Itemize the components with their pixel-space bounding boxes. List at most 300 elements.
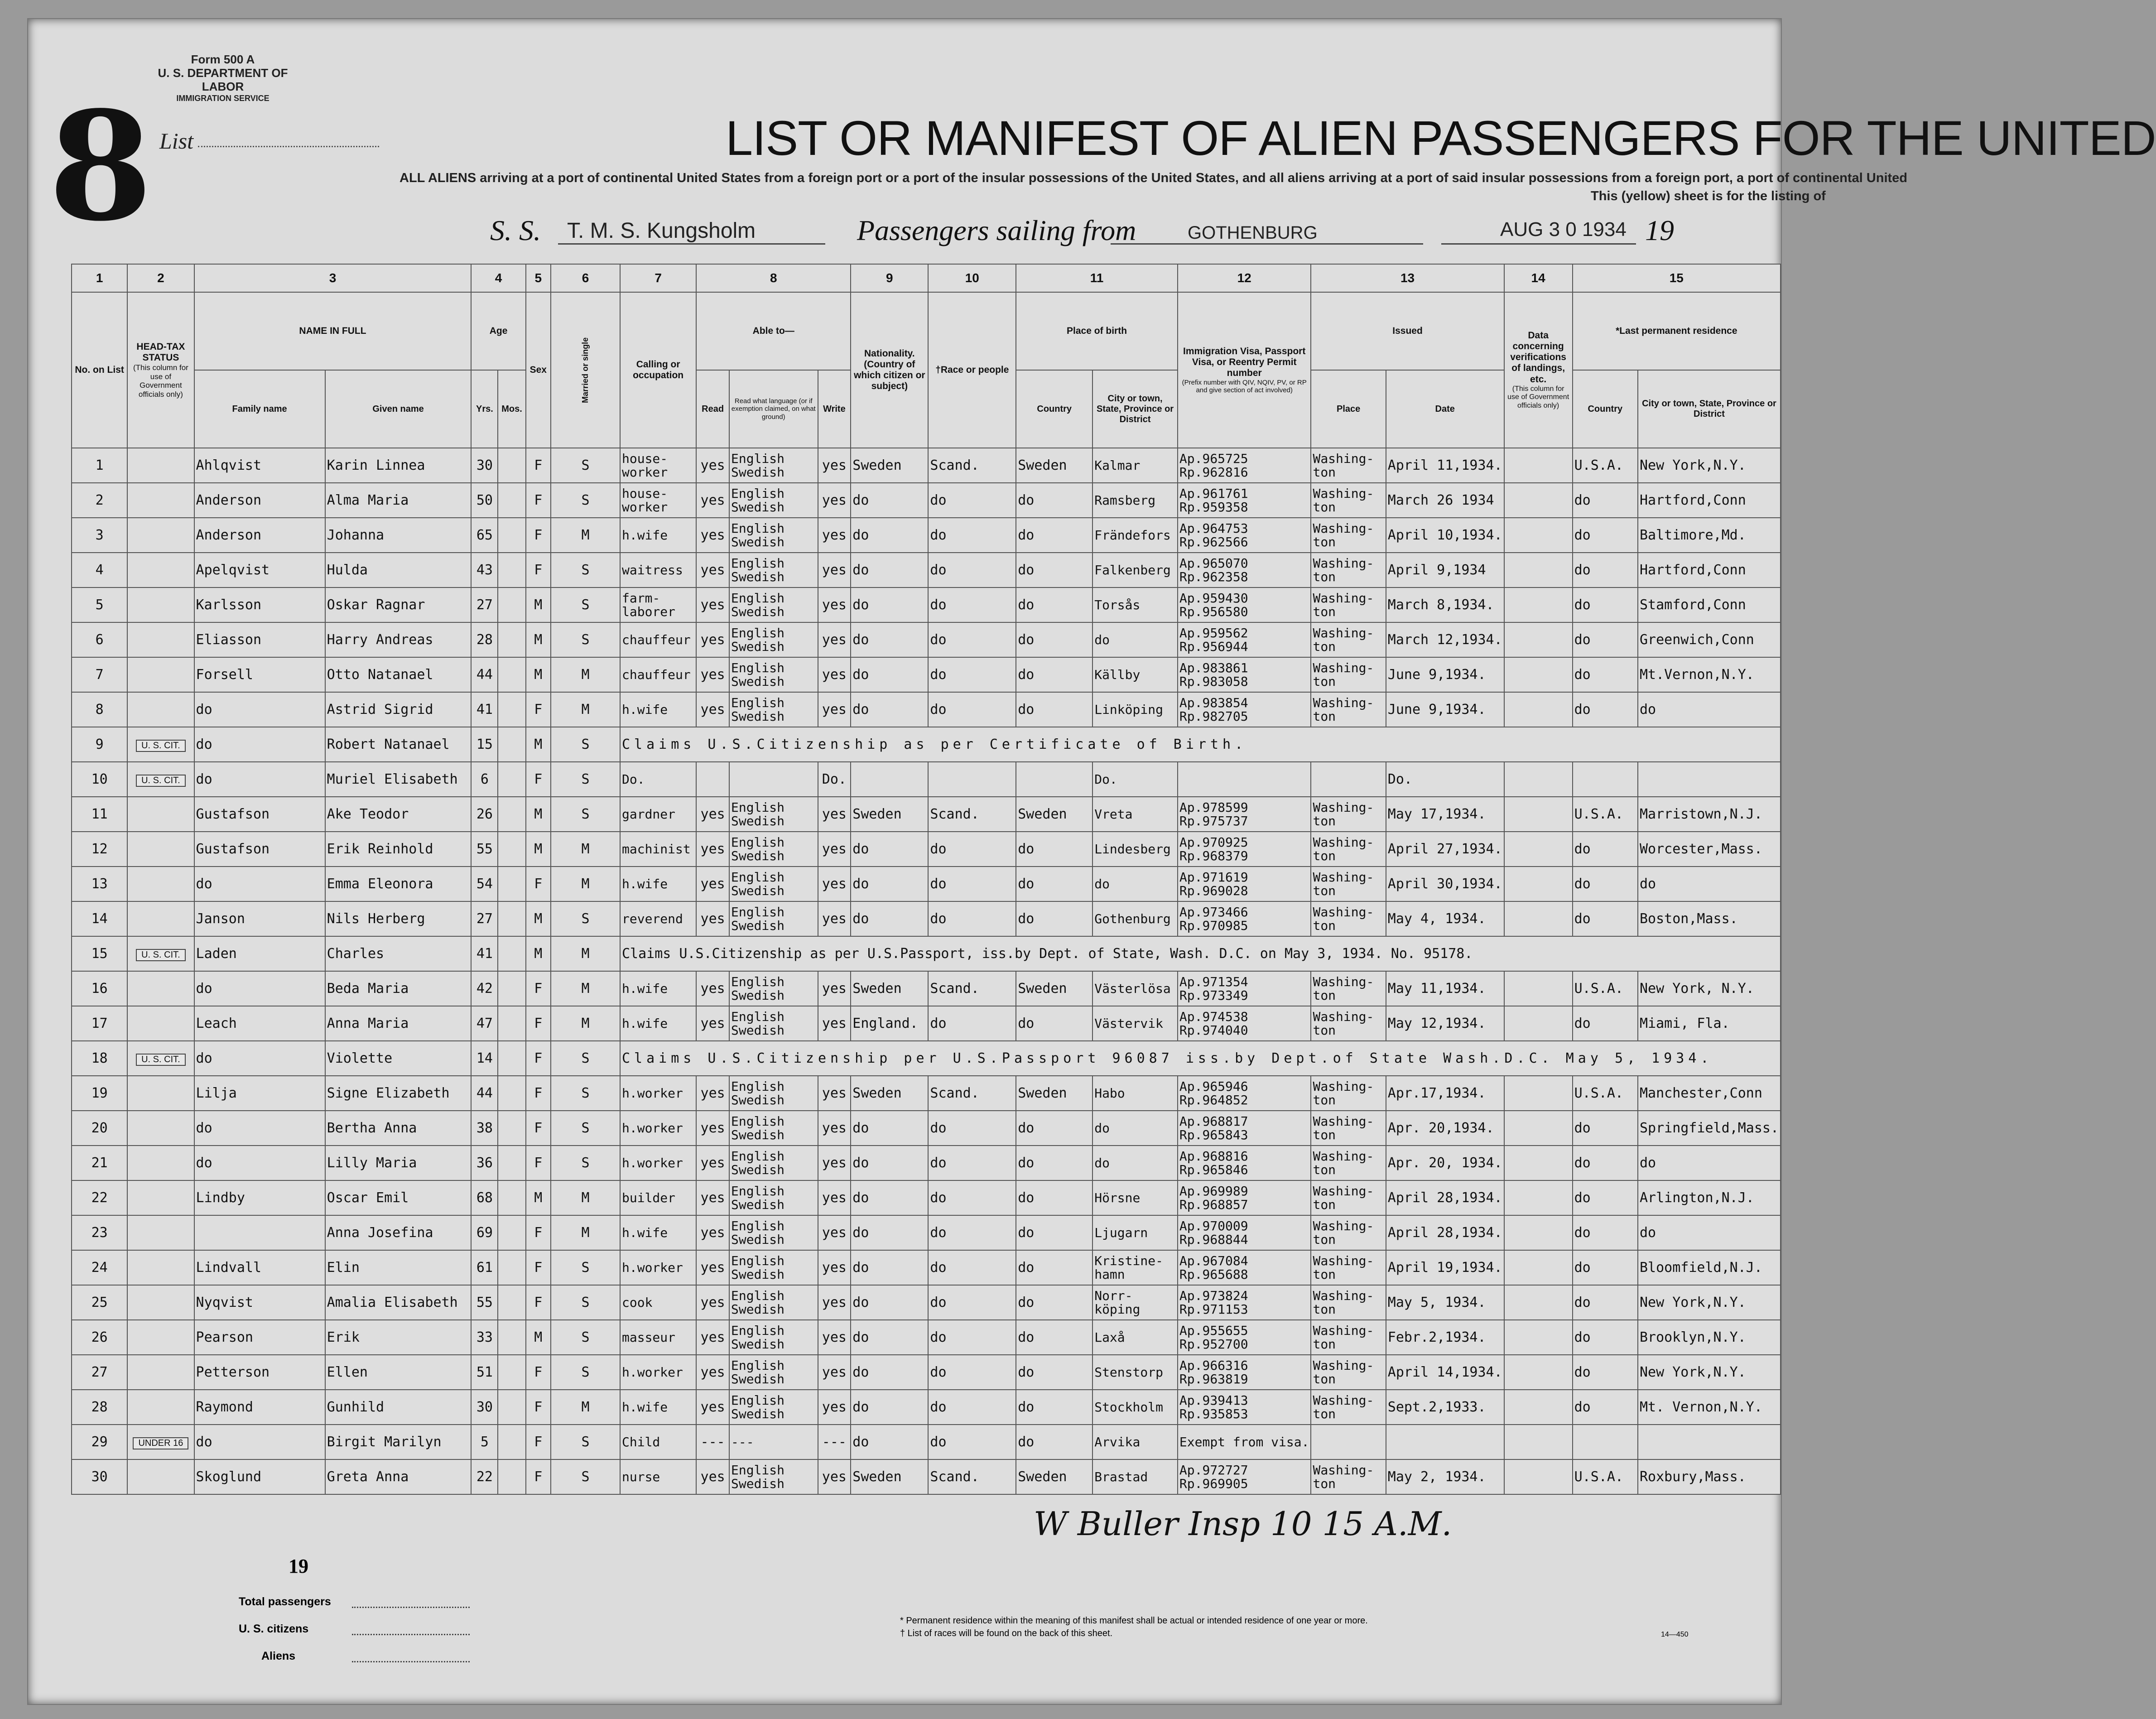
residence-country: do: [1573, 657, 1638, 692]
marital-status: S: [551, 901, 620, 936]
birth-country: do: [1016, 622, 1092, 657]
given-name: Harry Andreas: [325, 622, 472, 657]
name-header: NAME IN FULL: [194, 292, 472, 370]
residence-country: do: [1573, 1146, 1638, 1180]
given-name: Amalia Elisabeth: [325, 1285, 472, 1320]
given-name: Oskar Ragnar: [325, 587, 472, 622]
marital-status: M: [551, 832, 620, 867]
read-language: English Swedish: [729, 448, 818, 483]
age-years: 69: [471, 1215, 498, 1250]
race: do: [928, 1390, 1016, 1425]
age-months: [498, 1146, 525, 1180]
family-name: Anderson: [194, 518, 325, 553]
head-tax-cell: [127, 448, 194, 483]
read-language: English Swedish: [729, 901, 818, 936]
race: [928, 762, 1016, 797]
passenger-row: [72, 1285, 1781, 1320]
can-read: yes: [696, 553, 729, 587]
issued-place: [1311, 762, 1386, 797]
verification: [1504, 587, 1573, 622]
residence-city: Arlington,N.J.: [1638, 1180, 1781, 1215]
read-language: English Swedish: [729, 1250, 818, 1285]
can-write: yes: [818, 1215, 851, 1250]
read-language: English Swedish: [729, 483, 818, 518]
residence-country: U.S.A.: [1573, 971, 1638, 1006]
verification: [1504, 1215, 1573, 1250]
col-num: 8: [696, 264, 851, 292]
age-years: 54: [471, 867, 498, 901]
issued-date: April 30,1934.: [1386, 867, 1504, 901]
manifest-table: [71, 264, 1781, 1495]
age-months: [498, 936, 525, 971]
passenger-row: [72, 727, 1781, 762]
visa-number: Ap.967084 Rp.965688: [1178, 1250, 1311, 1285]
birth-country: do: [1016, 692, 1092, 727]
passenger-row: [72, 762, 1781, 797]
head-tax-cell: [127, 1425, 194, 1459]
visa-header: [1178, 292, 1311, 448]
head-tax-cell: [127, 1355, 194, 1390]
issued-place: Washing- ton: [1311, 1180, 1386, 1215]
marital-status: S: [551, 448, 620, 483]
row-number: 5: [72, 587, 127, 622]
occupation: cook: [620, 1285, 696, 1320]
age-months: [498, 692, 525, 727]
family-name: Janson: [194, 901, 325, 936]
can-write: yes: [818, 1111, 851, 1146]
nationality: do: [851, 1425, 928, 1459]
birth-city: Källby: [1092, 657, 1178, 692]
can-write: yes: [818, 1076, 851, 1111]
sex: M: [526, 797, 551, 832]
visa-number: Ap.966316 Rp.963819: [1178, 1355, 1311, 1390]
passenger-row: [72, 971, 1781, 1006]
family-name: Forsell: [194, 657, 325, 692]
age-years: 41: [471, 692, 498, 727]
can-read: yes: [696, 692, 729, 727]
marital-status: S: [551, 1320, 620, 1355]
port-name: GOTHENBURG: [1188, 223, 1318, 243]
family-name: do: [194, 1041, 325, 1076]
marital-status: M: [551, 518, 620, 553]
form-code: 14—450: [1661, 1631, 1689, 1638]
birth-city: do: [1092, 867, 1178, 901]
row-number: 30: [72, 1459, 127, 1494]
can-write: yes: [818, 657, 851, 692]
marital-status: S: [551, 762, 620, 797]
row-number: 9: [72, 727, 127, 762]
family-name: do: [194, 1146, 325, 1180]
visa-number: Ap.971354 Rp.973349: [1178, 971, 1311, 1006]
age-months: [498, 1180, 525, 1215]
can-write: yes: [818, 867, 851, 901]
read-language: English Swedish: [729, 657, 818, 692]
marital-status: S: [551, 1425, 620, 1459]
passenger-row: [72, 1250, 1781, 1285]
birth-country: do: [1016, 1390, 1092, 1425]
occupation: reverend: [620, 901, 696, 936]
race: do: [928, 901, 1016, 936]
head-tax-cell: [127, 1006, 194, 1041]
issued-date: March 8,1934.: [1386, 587, 1504, 622]
residence-city: Marristown,N.J.: [1638, 797, 1781, 832]
family-name-header: Family name: [194, 370, 325, 448]
subtitle-1: ALL ALIENS arriving at a port of continental United States from a foreign port or a port of the insular possessions of the United States, and all aliens arriving at a port of said insular possessions from a foreign port, a port of continental United: [399, 171, 1907, 185]
head-tax-cell: [127, 1320, 194, 1355]
residence-city: New York, N.Y.: [1638, 971, 1781, 1006]
head-tax-stamp: U. S. CIT.: [136, 740, 186, 752]
race: do: [928, 587, 1016, 622]
family-name: do: [194, 1425, 325, 1459]
head-tax-header: [127, 292, 194, 448]
issued-place: Washing- ton: [1311, 1459, 1386, 1494]
residence-country: do: [1573, 1111, 1638, 1146]
form-header: [28, 19, 2156, 255]
family-name: do: [194, 867, 325, 901]
occupation: h.worker: [620, 1146, 696, 1180]
birth-city: Laxå: [1092, 1320, 1178, 1355]
issued-date: April 10,1934.: [1386, 518, 1504, 553]
given-name: Hulda: [325, 553, 472, 587]
can-read: yes: [696, 1180, 729, 1215]
mos-header: Mos.: [498, 370, 525, 448]
head-tax-cell: [127, 1285, 194, 1320]
read-language: English Swedish: [729, 1390, 818, 1425]
age-years: 5: [471, 1425, 498, 1459]
given-name: Birgit Marilyn: [325, 1425, 472, 1459]
age-months: [498, 971, 525, 1006]
citizenship-claim: Claims U.S.Citizenship as per U.S.Passport, iss.by Dept. of State, Wash. D.C. on May 3, 1934. No. 95178.: [620, 936, 1781, 971]
residence-city: Roxbury,Mass.: [1638, 1459, 1781, 1494]
age-months: [498, 1425, 525, 1459]
marital-status: S: [551, 1459, 620, 1494]
birth-country: do: [1016, 553, 1092, 587]
family-name: do: [194, 727, 325, 762]
race: do: [928, 657, 1016, 692]
form-number: Form 500 A: [191, 53, 255, 66]
family-name: Apelqvist: [194, 553, 325, 587]
can-write: yes: [818, 1146, 851, 1180]
occupation: builder: [620, 1180, 696, 1215]
can-write: yes: [818, 901, 851, 936]
nationality: Sweden: [851, 448, 928, 483]
given-name: Elin: [325, 1250, 472, 1285]
row-number: 2: [72, 483, 127, 518]
sex: F: [526, 448, 551, 483]
family-name: do: [194, 1111, 325, 1146]
total-passengers-line: [352, 1607, 470, 1608]
read-language: English Swedish: [729, 797, 818, 832]
row-number: 24: [72, 1250, 127, 1285]
residence-header: *Last permanent residence: [1573, 292, 1781, 370]
birth-country: do: [1016, 657, 1092, 692]
occupation: gardner: [620, 797, 696, 832]
occupation: house- worker: [620, 483, 696, 518]
issued-date: April 28,1934.: [1386, 1180, 1504, 1215]
family-name: Skoglund: [194, 1459, 325, 1494]
residence-city: Miami, Fla.: [1638, 1006, 1781, 1041]
head-tax-note: (This column for use of Government officials only): [133, 363, 188, 399]
race-header: †Race or people: [928, 292, 1016, 448]
race: Scand.: [928, 1459, 1016, 1494]
read-language: English Swedish: [729, 1076, 818, 1111]
birth-city: Hörsne: [1092, 1180, 1178, 1215]
col-num: 10: [928, 264, 1016, 292]
issued-date: May 4, 1934.: [1386, 901, 1504, 936]
header-group-row: [72, 292, 1781, 370]
age-months: [498, 622, 525, 657]
col-num: 9: [851, 264, 928, 292]
residence-city: do: [1638, 867, 1781, 901]
visa-number: Ap.965070 Rp.962358: [1178, 553, 1311, 587]
birth-city: Brastad: [1092, 1459, 1178, 1494]
sailing-date: AUG 3 0 1934: [1500, 218, 1627, 241]
issued-place: [1311, 1425, 1386, 1459]
read-language: English Swedish: [729, 553, 818, 587]
race: do: [928, 483, 1016, 518]
nationality: do: [851, 1320, 928, 1355]
birth-city: Frändefors: [1092, 518, 1178, 553]
age-months: [498, 1459, 525, 1494]
issued-place-header: Place: [1311, 370, 1386, 448]
passenger-row: [72, 1425, 1781, 1459]
can-write: yes: [818, 1250, 851, 1285]
write-header: Write: [818, 370, 851, 448]
age-years: 68: [471, 1180, 498, 1215]
head-tax-cell: [127, 727, 194, 762]
occupation: h.worker: [620, 1076, 696, 1111]
head-tax-cell: [127, 587, 194, 622]
verification: [1504, 832, 1573, 867]
occupation: Child: [620, 1425, 696, 1459]
nationality: do: [851, 518, 928, 553]
passenger-row: [72, 1111, 1781, 1146]
col-num: 6: [551, 264, 620, 292]
residence-city: [1638, 762, 1781, 797]
family-name: do: [194, 971, 325, 1006]
residence-city: Manchester,Conn: [1638, 1076, 1781, 1111]
visa-number: Ap.959430 Rp.956580: [1178, 587, 1311, 622]
birth-city: Lindesberg: [1092, 832, 1178, 867]
verifications-note: (This column for use of Government officials only): [1507, 385, 1569, 409]
verifications-header: [1504, 292, 1573, 448]
row-number: 29: [72, 1425, 127, 1459]
visa-number: Ap.939413 Rp.935853: [1178, 1390, 1311, 1425]
birth-country: [1016, 762, 1092, 797]
residence-note: * Permanent residence within the meaning of this manifest shall be actual or intended residence of one year or more.: [900, 1616, 1368, 1626]
birth-city: do: [1092, 1111, 1178, 1146]
visa-note: (Prefix number with QIV, NQIV, PV, or RP and give section of act involved): [1182, 378, 1307, 395]
residence-country: U.S.A.: [1573, 448, 1638, 483]
read-language: English Swedish: [729, 587, 818, 622]
occupation: h.worker: [620, 1355, 696, 1390]
row-number: 16: [72, 971, 127, 1006]
age-years: 33: [471, 1320, 498, 1355]
issued-date: May 2, 1934.: [1386, 1459, 1504, 1494]
family-name: Lindvall: [194, 1250, 325, 1285]
occupation: waitress: [620, 553, 696, 587]
can-read: yes: [696, 657, 729, 692]
residence-country: do: [1573, 622, 1638, 657]
residence-city: Greenwich,Conn: [1638, 622, 1781, 657]
row-number: 20: [72, 1111, 127, 1146]
race: do: [928, 1425, 1016, 1459]
passenger-row: [72, 587, 1781, 622]
married-header-text: Married or single: [581, 337, 590, 403]
footer-year: 19: [289, 1555, 308, 1577]
able-to-header: Able to—: [696, 292, 851, 370]
read-header: Read: [696, 370, 729, 448]
birth-country: Sweden: [1016, 971, 1092, 1006]
birth-country: do: [1016, 867, 1092, 901]
age-years: 6: [471, 762, 498, 797]
residence-city: Mt. Vernon,N.Y.: [1638, 1390, 1781, 1425]
family-name: Ahlqvist: [194, 448, 325, 483]
residence-city: do: [1638, 1146, 1781, 1180]
marital-status: S: [551, 622, 620, 657]
age-years: 51: [471, 1355, 498, 1390]
issued-place: Washing- ton: [1311, 587, 1386, 622]
sex: F: [526, 1459, 551, 1494]
birth-city: Norr- köping: [1092, 1285, 1178, 1320]
col-num: 12: [1178, 264, 1311, 292]
age-months: [498, 657, 525, 692]
head-tax-cell: [127, 936, 194, 971]
marital-status: M: [551, 1390, 620, 1425]
passenger-row: [72, 936, 1781, 971]
issued-place: Washing- ton: [1311, 553, 1386, 587]
passenger-row: [72, 832, 1781, 867]
can-write: yes: [818, 587, 851, 622]
row-number: 25: [72, 1285, 127, 1320]
read-language: English Swedish: [729, 1111, 818, 1146]
sex: F: [526, 762, 551, 797]
issued-place: Washing- ton: [1311, 483, 1386, 518]
birth-city: Vreta: [1092, 797, 1178, 832]
age-months: [498, 727, 525, 762]
occupation: h.wife: [620, 692, 696, 727]
verifications-title: Data concerning verifications of landings, etc.: [1510, 330, 1566, 385]
birth-city: Stenstorp: [1092, 1355, 1178, 1390]
age-months: [498, 901, 525, 936]
passenger-row: [72, 1459, 1781, 1494]
total-passengers-label: Total passengers: [239, 1595, 331, 1608]
passenger-row: [72, 1041, 1781, 1076]
can-read: yes: [696, 587, 729, 622]
residence-country: do: [1573, 1285, 1638, 1320]
birth-city-header: City or town, State, Province or District: [1092, 370, 1178, 448]
sex: M: [526, 936, 551, 971]
residence-country: U.S.A.: [1573, 1459, 1638, 1494]
ship-line: [558, 243, 825, 245]
issued-date: Apr. 20, 1934.: [1386, 1146, 1504, 1180]
issued-place: Washing- ton: [1311, 622, 1386, 657]
verification: [1504, 553, 1573, 587]
race: do: [928, 1355, 1016, 1390]
head-tax-title: HEAD-TAX STATUS: [136, 341, 185, 363]
head-tax-cell: [127, 1076, 194, 1111]
race: do: [928, 1250, 1016, 1285]
birth-country: do: [1016, 483, 1092, 518]
residence-city: Mt.Vernon,N.Y.: [1638, 657, 1781, 692]
birth-city: Arvika: [1092, 1425, 1178, 1459]
age-years: 44: [471, 1076, 498, 1111]
race: Scand.: [928, 971, 1016, 1006]
verification: [1504, 1250, 1573, 1285]
sex: F: [526, 1006, 551, 1041]
can-read: yes: [696, 867, 729, 901]
race: Scand.: [928, 797, 1016, 832]
nationality: do: [851, 1250, 928, 1285]
row-number: 21: [72, 1146, 127, 1180]
read-language: English Swedish: [729, 1006, 818, 1041]
nationality: Sweden: [851, 1076, 928, 1111]
birth-country: do: [1016, 1006, 1092, 1041]
residence-city: Hartford,Conn: [1638, 553, 1781, 587]
verification: [1504, 1425, 1573, 1459]
sex: F: [526, 1146, 551, 1180]
age-years: 30: [471, 448, 498, 483]
col-num: 7: [620, 264, 696, 292]
race: do: [928, 553, 1016, 587]
nationality: do: [851, 692, 928, 727]
given-name: Johanna: [325, 518, 472, 553]
age-months: [498, 1111, 525, 1146]
birth-city: Torsås: [1092, 587, 1178, 622]
col-num: 15: [1573, 264, 1781, 292]
row-number: 18: [72, 1041, 127, 1076]
list-label: List: [159, 128, 194, 154]
nationality: do: [851, 832, 928, 867]
issued-date: Apr.17,1934.: [1386, 1076, 1504, 1111]
head-tax-cell: [127, 553, 194, 587]
family-name: Karlsson: [194, 587, 325, 622]
verification: [1504, 1180, 1573, 1215]
sex: F: [526, 483, 551, 518]
residence-city: New York,N.Y.: [1638, 1355, 1781, 1390]
occupation: h.wife: [620, 971, 696, 1006]
residence-city: Worcester,Mass.: [1638, 832, 1781, 867]
row-number: 7: [72, 657, 127, 692]
read-language: English Swedish: [729, 1320, 818, 1355]
row-number: 13: [72, 867, 127, 901]
marital-status: S: [551, 587, 620, 622]
given-name: Nils Herberg: [325, 901, 472, 936]
list-line: [198, 146, 379, 147]
sex: F: [526, 553, 551, 587]
sailing-label: Passengers sailing from: [857, 214, 1136, 246]
issued-date: Febr.2,1934.: [1386, 1320, 1504, 1355]
nationality: do: [851, 1146, 928, 1180]
given-name: Alma Maria: [325, 483, 472, 518]
residence-city: [1638, 1425, 1781, 1459]
family-name: [194, 1215, 325, 1250]
can-read: yes: [696, 1215, 729, 1250]
verification: [1504, 518, 1573, 553]
head-tax-cell: [127, 1180, 194, 1215]
can-write: yes: [818, 553, 851, 587]
issued-place: Washing- ton: [1311, 1250, 1386, 1285]
family-name: Laden: [194, 936, 325, 971]
sex: F: [526, 1425, 551, 1459]
row-number: 8: [72, 692, 127, 727]
col-num: 3: [194, 264, 472, 292]
nationality: do: [851, 622, 928, 657]
age-months: [498, 1215, 525, 1250]
can-read: yes: [696, 971, 729, 1006]
residence-city: Bloomfield,N.J.: [1638, 1250, 1781, 1285]
sex: F: [526, 1390, 551, 1425]
